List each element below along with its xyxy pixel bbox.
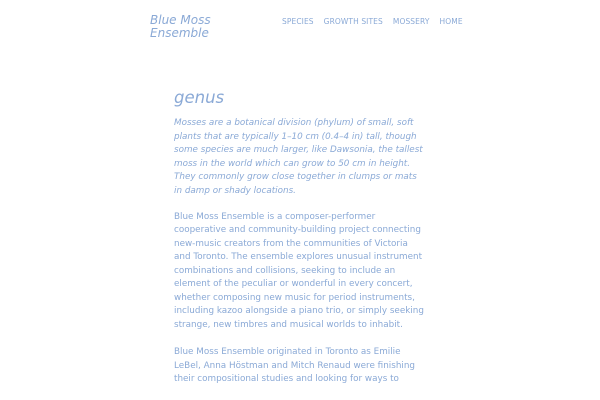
site-title-link[interactable] <box>150 14 260 40</box>
nav-item-mossery[interactable]: MOSSERY <box>392 17 430 26</box>
nav-item-home[interactable]: HOME <box>439 17 463 26</box>
nav-item-species[interactable]: SPECIES <box>282 17 314 26</box>
site-title-line2: Ensemble <box>150 26 209 40</box>
definition-text: Mosses are a botanical division (phylum) of small, soft plants that are typically 1–10 cm (0.4–4 in) tall, though some species are much larger, like Dawsonia, the tallest moss in the world which can grow to 50 cm in height. They commonly grow close together in clumps or mats in damp or shady locations. <box>174 118 423 196</box>
site-title-line1: Blue Moss <box>150 13 211 27</box>
page-title: genus <box>174 88 225 107</box>
main-nav <box>282 17 463 26</box>
main-content <box>174 88 426 400</box>
nav-item-growth-sites[interactable]: GROWTH SITES <box>323 17 383 26</box>
body-paragraph: Blue Moss Ensemble is a composer-performer cooperative and community-building project connecting new-music creators from the communities of Victoria and Toronto. The ensemble explores unusual instrument combinations and collisions, seeking to include an element of the peculiar or wonderful in every concert, whether composing new music for period instruments, including kazoo alongside a piano trio, or simply seeking strange, new timbres and musical worlds to inhabit. <box>174 211 424 330</box>
body-paragraph: Blue Moss Ensemble originated in Toronto as Emilie LeBel, Anna Höstman and Mitch Renaud were finishing their compositional studies and looking for ways to <box>174 347 416 385</box>
